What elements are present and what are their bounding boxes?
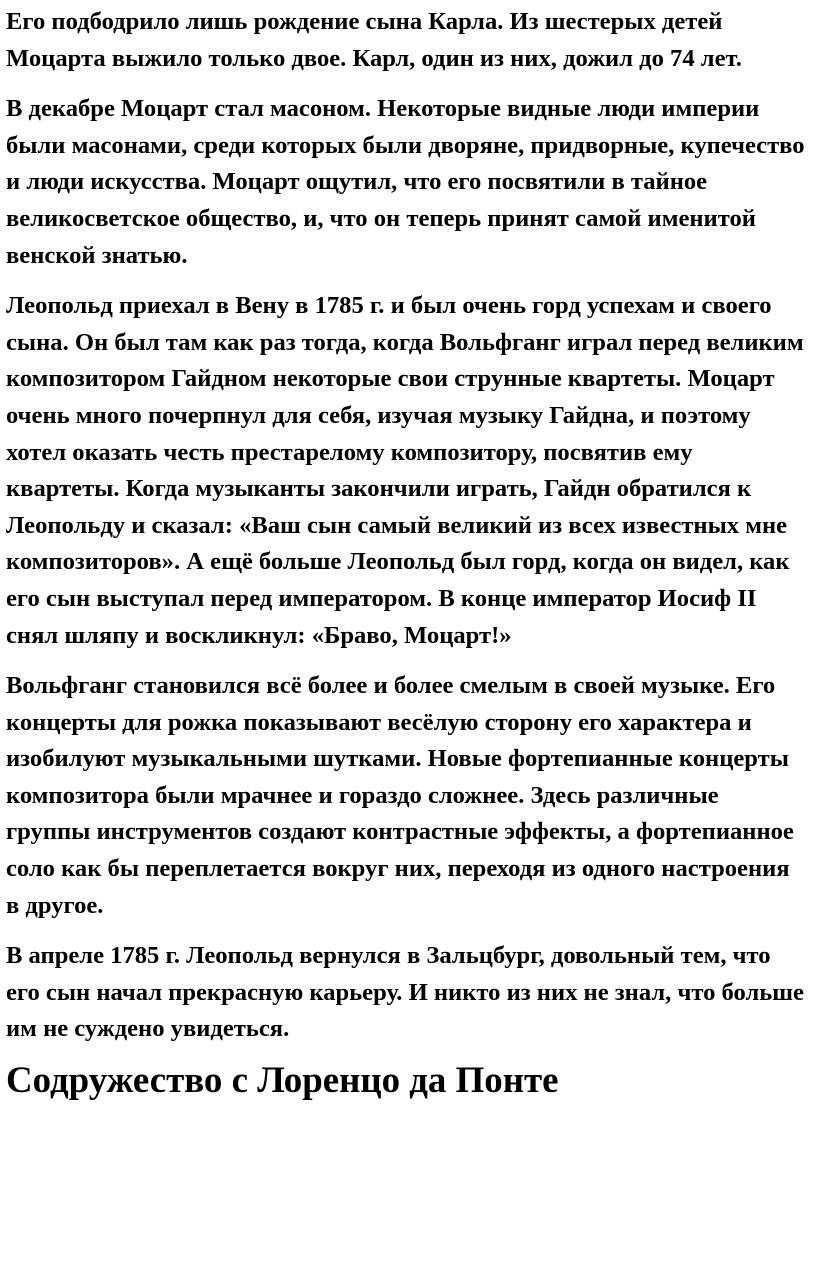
paragraph-leopold-return: В апреле 1785 г. Леопольд вернулся в Зальцбург, довольный тем, что его сын начал прекрасную карьеру. И никто из них не знал, что больше им не суждено увидеться. bbox=[6, 942, 804, 1043]
section-heading: Содружество с Лоренцо да Понте bbox=[6, 1059, 559, 1101]
paragraph-karl-birth: Его подбодрило лишь рождение сына Карла. Из шестерых детей Моцарта выжило только двое. Карл, один из них, дожил до 74 лет. bbox=[6, 8, 742, 72]
paragraph-wolfgang-music: Вольфганг становился всё более и более смелым в своей музыке. Его концерты для рожка показывают весёлую сторону его характера и изобилуют музыкальными шутками. Новые фортепианные концерты композитора были мрачнее и гораздо сложнее. Здесь различные группы инструментов создают контрастные эффекты, а фортепианное соло как бы переплетается вокруг них, переходя из одного настроения в другое. bbox=[6, 672, 794, 919]
paragraph-freemason: В декабре Моцарт стал масоном. Некоторые видные люди империи были масонами, среди которых были дворяне, придворные, купечество и люди искусства. Моцарт ощутил, что его посвятили в тайное великосветское общество, и, что он теперь принят самой именитой венской знатью. bbox=[6, 95, 805, 269]
paragraph-leopold-vienna: Леопольд приехал в Вену в 1785 г. и был очень горд успехам и своего сына. Он был там как раз тогда, когда Вольфганг играл перед великим композитором Гайдном некоторые свои струнные квартеты. Моцарт очень много почерпнул для себя, изучая музыку Гайдна, и поэтому хотел оказать честь престарелому композитору, посвятив ему квартеты. Когда музыканты закончили играть, Гайдн обратился к Леопольду и сказал: «Ваш сын самый великий из всех известных мне композиторов». А ещё больше Леопольд был горд, когда он видел, как его сын выступал перед императором. В конце император Иосиф II снял шляпу и воскликнул: «Браво, Моцарт!» bbox=[6, 292, 804, 649]
